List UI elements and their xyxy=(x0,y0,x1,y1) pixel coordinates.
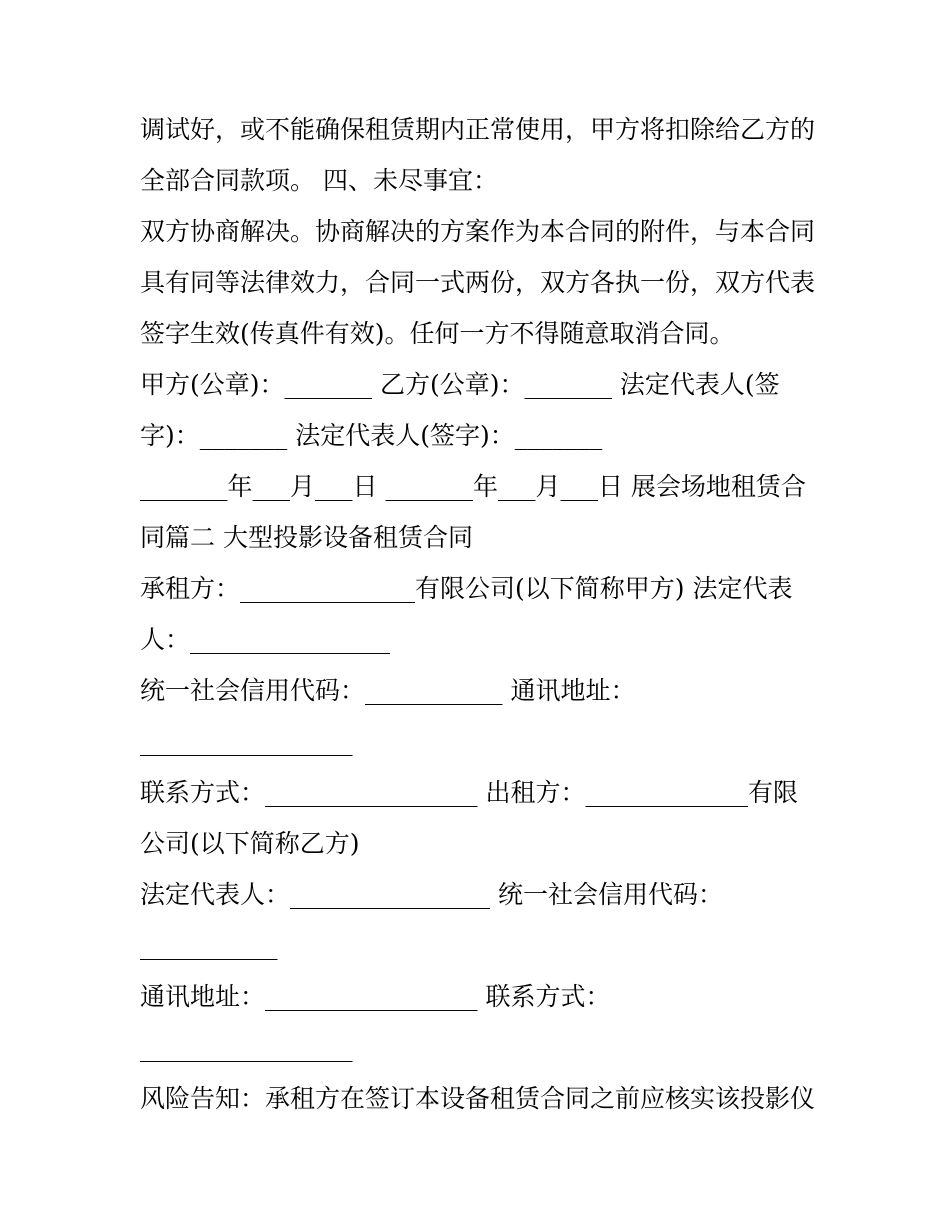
lessee-field: 承租方：______________有限公司(以下简称甲方) 法定代表 xyxy=(140,574,793,603)
lessee-field: 人：________________ xyxy=(140,625,391,654)
lessor-field: 联系方式：_________________ 出租方：_____________有限 xyxy=(140,778,798,807)
lessor-field: 通讯地址：_________________ 联系方式： xyxy=(140,982,611,1011)
text-line: 调试好，或不能确保租赁期内正常使用，甲方将扣除给乙方的 xyxy=(140,115,816,144)
lessee-field: 统一社会信用代码：___________ 通讯地址： xyxy=(140,676,636,705)
section-heading: 同篇二 大型投影设备租赁合同 xyxy=(140,523,473,552)
text-line: 签字生效(传真件有效)。任何一方不得随意取消合同。 xyxy=(140,319,735,348)
lessor-field: _________________ xyxy=(140,1033,353,1062)
signature-line: 甲方(公章)：_______ 乙方(公章)：_______ 法定代表人(签 xyxy=(140,370,780,399)
document-body xyxy=(140,104,830,1124)
lessor-field: 公司(以下简称乙方) xyxy=(140,829,360,858)
lessor-field: ___________ xyxy=(140,931,278,960)
risk-notice: 风险告知：承租方在签订本设备租赁合同之前应核实该投影仪 xyxy=(140,1084,816,1113)
lessee-field: _________________ xyxy=(140,727,353,756)
text-line: 双方协商解决。协商解决的方案作为本合同的附件，与本合同 xyxy=(140,217,816,246)
text-line: 全部合同款项。 四、未尽事宜： xyxy=(140,166,498,195)
date-line: _______年___月___日 _______年___月___日 展会场地租赁合 xyxy=(140,472,806,501)
signature-line: 字)：_______ 法定代表人(签字)：_______ xyxy=(140,421,603,450)
lessor-field: 法定代表人：________________ 统一社会信用代码： xyxy=(140,880,723,909)
text-line: 具有同等法律效力，合同一式两份，双方各执一份，双方代表 xyxy=(140,268,816,297)
